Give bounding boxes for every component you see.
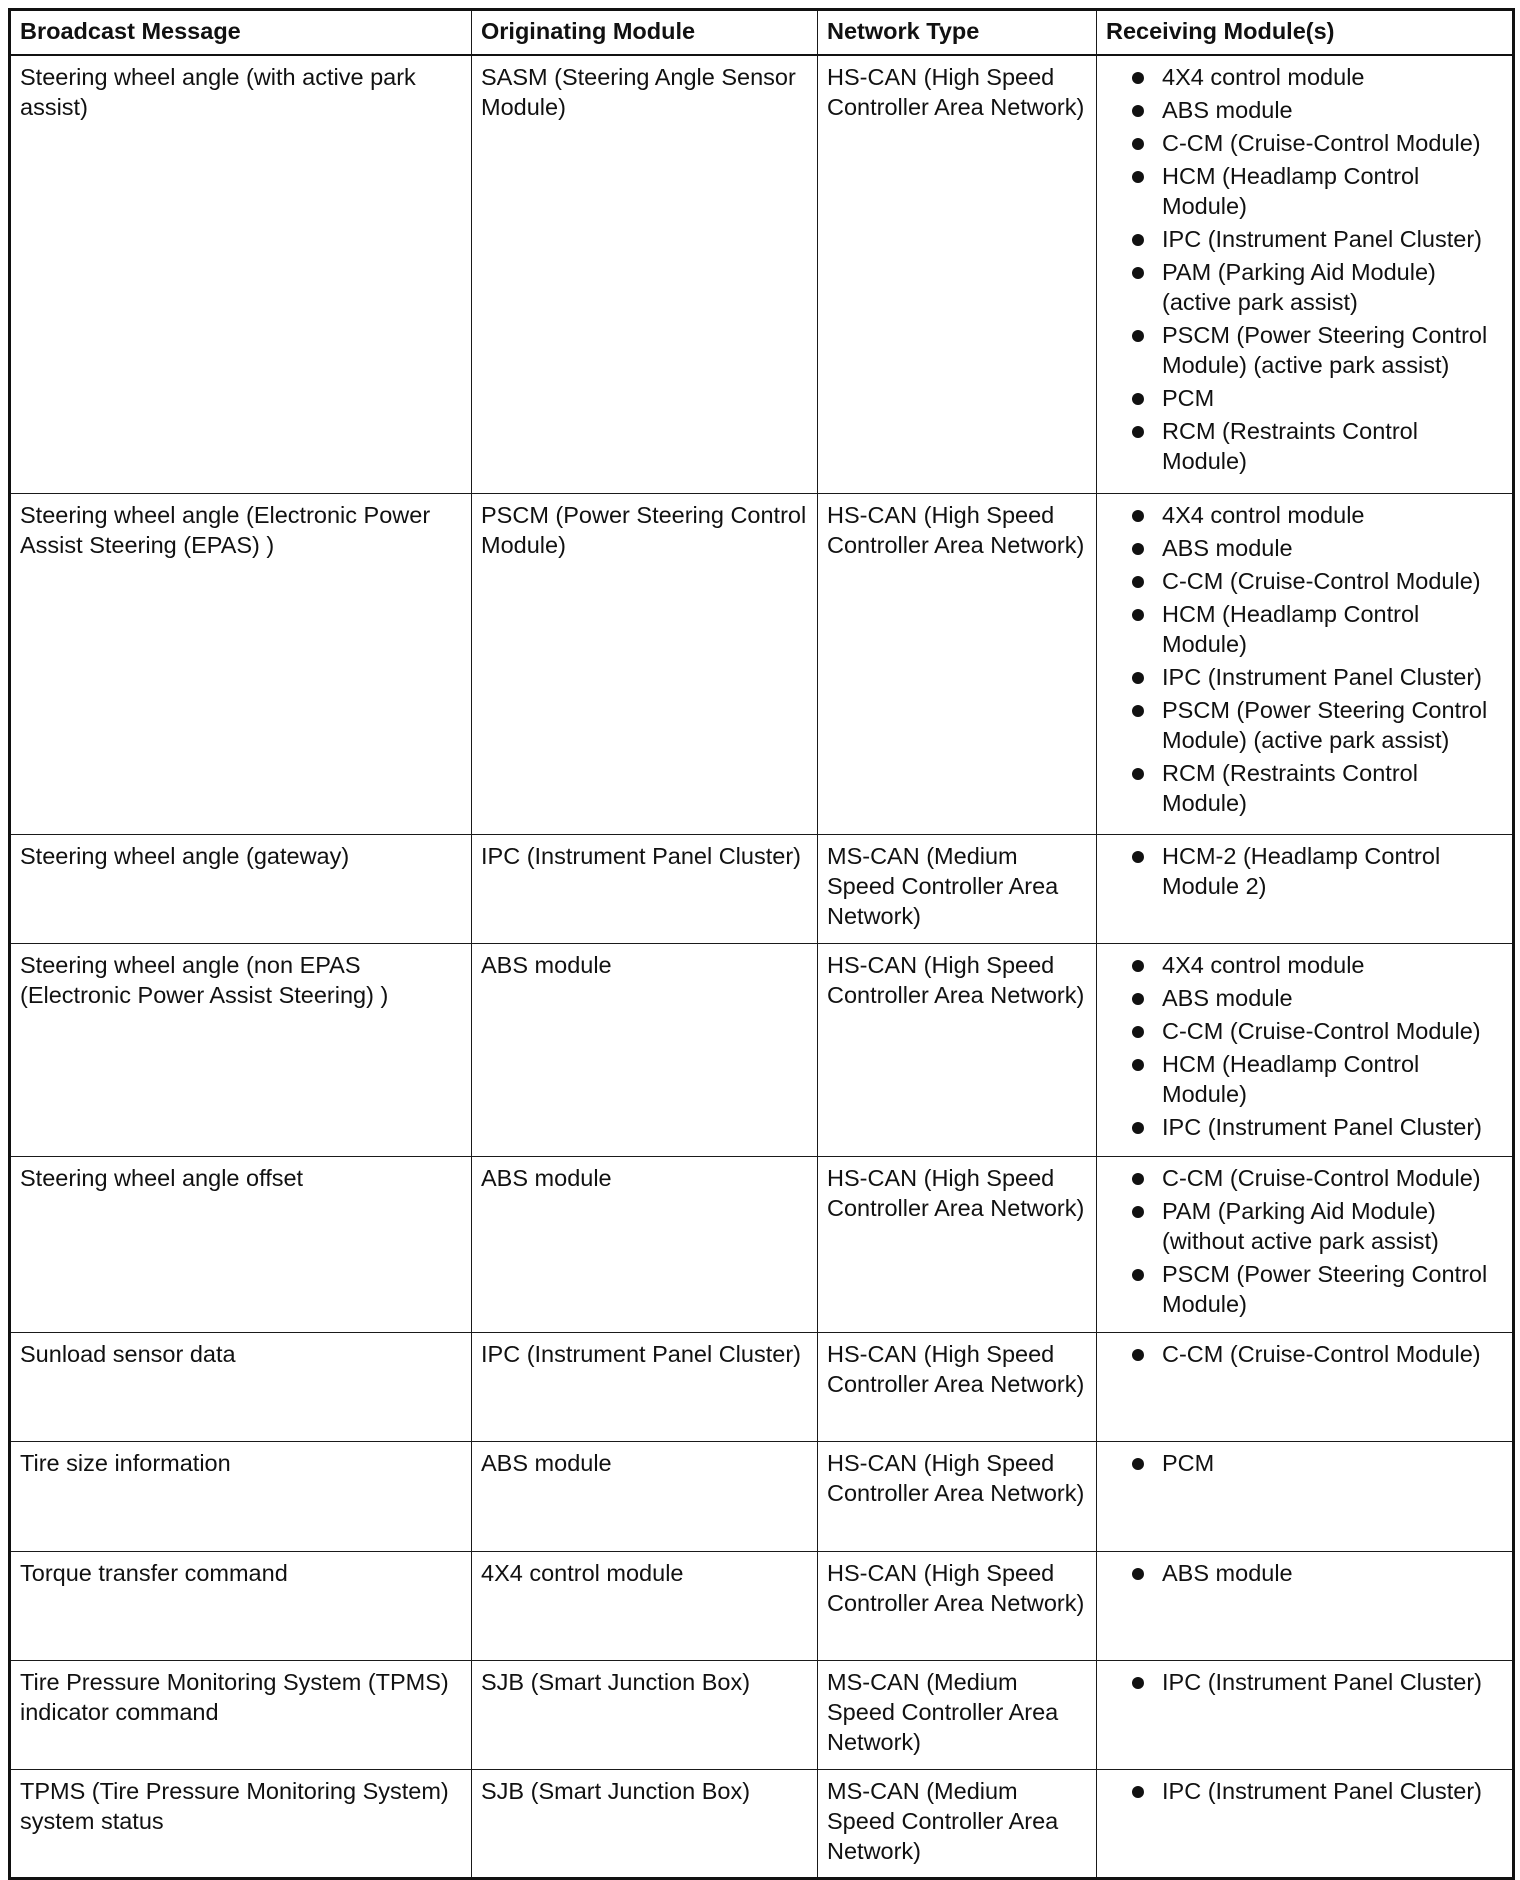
list-item <box>1106 841 1503 901</box>
list-item <box>1106 128 1503 158</box>
receiving-module-label: PCM <box>1162 385 1215 411</box>
list-item <box>1106 1776 1503 1806</box>
cell-network-type: MS-CAN (Medium Speed Controller Area Network) <box>818 1660 1097 1769</box>
bullet-icon <box>1132 1173 1144 1185</box>
cell-receiving-modules <box>1097 1441 1514 1551</box>
list-item <box>1106 983 1503 1013</box>
list-item <box>1106 1196 1503 1256</box>
list-item <box>1106 950 1503 980</box>
cell-network-type: HS-CAN (High Speed Controller Area Network) <box>818 493 1097 834</box>
bullet-icon <box>1132 138 1144 150</box>
bullet-icon <box>1132 705 1144 717</box>
receiving-module-label: RCM (Restraints Control Module) <box>1162 418 1418 474</box>
bullet-icon <box>1132 1568 1144 1580</box>
receiving-module-list <box>1106 950 1503 1142</box>
bullet-icon <box>1132 105 1144 117</box>
cell-originating-module: SJB (Smart Junction Box) <box>472 1769 818 1878</box>
receiving-module-label: IPC (Instrument Panel Cluster) <box>1162 1668 1482 1695</box>
table-header <box>10 10 1514 56</box>
receiving-module-label: HCM (Headlamp Control Module) <box>1162 1050 1420 1107</box>
receiving-module-list <box>1106 1163 1503 1319</box>
bullet-icon <box>1132 1677 1144 1689</box>
list-item <box>1106 662 1503 692</box>
cell-receiving-modules <box>1097 1660 1514 1769</box>
receiving-module-list <box>1106 1776 1503 1806</box>
list-item <box>1106 1016 1503 1046</box>
cell-broadcast-message: Tire Pressure Monitoring System (TPMS) indicator command <box>10 1660 472 1769</box>
receiving-module-label: ABS module <box>1162 97 1293 123</box>
list-item <box>1106 533 1503 563</box>
bullet-icon <box>1132 1122 1144 1134</box>
list-item <box>1106 62 1503 92</box>
receiving-module-list <box>1106 62 1503 476</box>
receiving-module-list <box>1106 1448 1503 1478</box>
list-item <box>1106 695 1503 755</box>
receiving-module-label: RCM (Restraints Control Module) <box>1162 759 1418 816</box>
receiving-module-label: C-CM (Cruise-Control Module) <box>1162 1340 1481 1367</box>
bullet-icon <box>1132 1059 1144 1071</box>
receiving-module-label: HCM (Headlamp Control Module) <box>1162 600 1420 657</box>
bullet-icon <box>1132 960 1144 972</box>
receiving-module-label: ABS module <box>1162 534 1293 561</box>
cell-originating-module: ABS module <box>472 1156 818 1332</box>
receiving-module-list <box>1106 500 1503 818</box>
receiving-module-label: 4X4 control module <box>1162 951 1365 978</box>
cell-originating-module: ABS module <box>472 943 818 1156</box>
cell-network-type: HS-CAN (High Speed Controller Area Network) <box>818 1551 1097 1660</box>
cell-receiving-modules <box>1097 1156 1514 1332</box>
list-item <box>1106 95 1503 125</box>
cell-network-type: HS-CAN (High Speed Controller Area Network) <box>818 1332 1097 1441</box>
list-item <box>1106 500 1503 530</box>
receiving-module-label: HCM (Headlamp Control Module) <box>1162 163 1420 219</box>
bullet-icon <box>1132 1026 1144 1038</box>
document-page <box>8 8 1512 1864</box>
bullet-icon <box>1132 1349 1144 1361</box>
list-item <box>1106 224 1503 254</box>
bullet-icon <box>1132 1269 1144 1281</box>
list-item <box>1106 1163 1503 1193</box>
receiving-module-label: PAM (Parking Aid Module) (active park assist) <box>1162 259 1436 315</box>
cell-receiving-modules <box>1097 1332 1514 1441</box>
receiving-module-label: 4X4 control module <box>1162 64 1365 90</box>
bullet-icon <box>1132 1206 1144 1218</box>
cell-broadcast-message: Steering wheel angle (Electronic Power Assist Steering (EPAS) ) <box>10 493 472 834</box>
receiving-module-label: PSCM (Power Steering Control Module) (active park assist) <box>1162 322 1488 378</box>
cell-broadcast-message: TPMS (Tire Pressure Monitoring System) system status <box>10 1769 472 1878</box>
table-row <box>10 1660 1514 1769</box>
cell-network-type: HS-CAN (High Speed Controller Area Network) <box>818 1441 1097 1551</box>
cell-originating-module: ABS module <box>472 1441 818 1551</box>
cell-originating-module: SJB (Smart Junction Box) <box>472 1660 818 1769</box>
cell-receiving-modules <box>1097 493 1514 834</box>
receiving-module-label: C-CM (Cruise-Control Module) <box>1162 1017 1481 1044</box>
receiving-module-list <box>1106 1339 1503 1369</box>
receiving-module-list <box>1106 1558 1503 1588</box>
list-item <box>1106 758 1503 818</box>
list-item <box>1106 320 1503 380</box>
bullet-icon <box>1132 1458 1144 1470</box>
list-item <box>1106 1049 1503 1109</box>
bullet-icon <box>1132 768 1144 780</box>
table-row <box>10 55 1514 493</box>
bullet-icon <box>1132 993 1144 1005</box>
cell-receiving-modules <box>1097 55 1514 493</box>
table-row <box>10 943 1514 1156</box>
list-item <box>1106 161 1503 221</box>
table-row <box>10 1441 1514 1551</box>
receiving-module-label: IPC (Instrument Panel Cluster) <box>1162 663 1482 690</box>
receiving-module-label: PCM <box>1162 1449 1215 1476</box>
receiving-module-label: IPC (Instrument Panel Cluster) <box>1162 226 1482 252</box>
cell-network-type: MS-CAN (Medium Speed Controller Area Network) <box>818 834 1097 943</box>
list-item <box>1106 1448 1503 1478</box>
receiving-module-label: IPC (Instrument Panel Cluster) <box>1162 1113 1482 1140</box>
receiving-module-label: PAM (Parking Aid Module) (without active park assist) <box>1162 1197 1439 1254</box>
bullet-icon <box>1132 234 1144 246</box>
cell-broadcast-message: Steering wheel angle (with active park assist) <box>10 55 472 493</box>
cell-network-type: MS-CAN (Medium Speed Controller Area Network) <box>818 1769 1097 1878</box>
cell-originating-module: IPC (Instrument Panel Cluster) <box>472 1332 818 1441</box>
bullet-icon <box>1132 576 1144 588</box>
header-originating-module: Originating Module <box>472 10 818 56</box>
receiving-module-label: PSCM (Power Steering Control Module) <box>1162 1260 1488 1317</box>
table-row <box>10 1332 1514 1441</box>
list-item <box>1106 416 1503 476</box>
bullet-icon <box>1132 267 1144 279</box>
broadcast-message-table <box>8 8 1515 1880</box>
cell-broadcast-message: Torque transfer command <box>10 1551 472 1660</box>
bullet-icon <box>1132 330 1144 342</box>
header-network-type: Network Type <box>818 10 1097 56</box>
cell-originating-module: 4X4 control module <box>472 1551 818 1660</box>
bullet-icon <box>1132 672 1144 684</box>
bullet-icon <box>1132 510 1144 522</box>
cell-broadcast-message: Sunload sensor data <box>10 1332 472 1441</box>
receiving-module-label: HCM-2 (Headlamp Control Module 2) <box>1162 842 1441 899</box>
bullet-icon <box>1132 543 1144 555</box>
list-item <box>1106 383 1503 413</box>
bullet-icon <box>1132 609 1144 621</box>
header-row <box>10 10 1514 56</box>
cell-broadcast-message: Tire size information <box>10 1441 472 1551</box>
cell-broadcast-message: Steering wheel angle (gateway) <box>10 834 472 943</box>
receiving-module-label: C-CM (Cruise-Control Module) <box>1162 130 1481 156</box>
list-item <box>1106 1112 1503 1142</box>
receiving-module-label: ABS module <box>1162 1559 1293 1586</box>
cell-receiving-modules <box>1097 834 1514 943</box>
table-body <box>10 55 1514 1878</box>
cell-network-type: HS-CAN (High Speed Controller Area Network) <box>818 55 1097 493</box>
bullet-icon <box>1132 171 1144 183</box>
receiving-module-label: 4X4 control module <box>1162 501 1365 528</box>
receiving-module-list <box>1106 841 1503 901</box>
cell-broadcast-message: Steering wheel angle offset <box>10 1156 472 1332</box>
cell-originating-module: PSCM (Power Steering Control Module) <box>472 493 818 834</box>
bullet-icon <box>1132 851 1144 863</box>
receiving-module-label: ABS module <box>1162 984 1293 1011</box>
bullet-icon <box>1132 1786 1144 1798</box>
cell-network-type: HS-CAN (High Speed Controller Area Network) <box>818 943 1097 1156</box>
table-row <box>10 493 1514 834</box>
receiving-module-list <box>1106 1667 1503 1697</box>
cell-originating-module: IPC (Instrument Panel Cluster) <box>472 834 818 943</box>
header-receiving-modules: Receiving Module(s) <box>1097 10 1514 56</box>
bullet-icon <box>1132 72 1144 84</box>
receiving-module-label: C-CM (Cruise-Control Module) <box>1162 567 1481 594</box>
bullet-icon <box>1132 426 1144 438</box>
cell-broadcast-message: Steering wheel angle (non EPAS (Electronic Power Assist Steering) ) <box>10 943 472 1156</box>
list-item <box>1106 566 1503 596</box>
receiving-module-label: PSCM (Power Steering Control Module) (active park assist) <box>1162 696 1488 753</box>
cell-receiving-modules <box>1097 943 1514 1156</box>
list-item <box>1106 1667 1503 1697</box>
list-item <box>1106 1558 1503 1588</box>
cell-receiving-modules <box>1097 1551 1514 1660</box>
header-broadcast-message: Broadcast Message <box>10 10 472 56</box>
receiving-module-label: C-CM (Cruise-Control Module) <box>1162 1164 1481 1191</box>
list-item <box>1106 257 1503 317</box>
receiving-module-label: IPC (Instrument Panel Cluster) <box>1162 1777 1482 1804</box>
table-row <box>10 1156 1514 1332</box>
list-item <box>1106 1339 1503 1369</box>
table-row <box>10 1551 1514 1660</box>
cell-network-type: HS-CAN (High Speed Controller Area Network) <box>818 1156 1097 1332</box>
list-item <box>1106 1259 1503 1319</box>
cell-originating-module: SASM (Steering Angle Sensor Module) <box>472 55 818 493</box>
bullet-icon <box>1132 393 1144 405</box>
list-item <box>1106 599 1503 659</box>
table-row <box>10 1769 1514 1878</box>
cell-receiving-modules <box>1097 1769 1514 1878</box>
table-row <box>10 834 1514 943</box>
